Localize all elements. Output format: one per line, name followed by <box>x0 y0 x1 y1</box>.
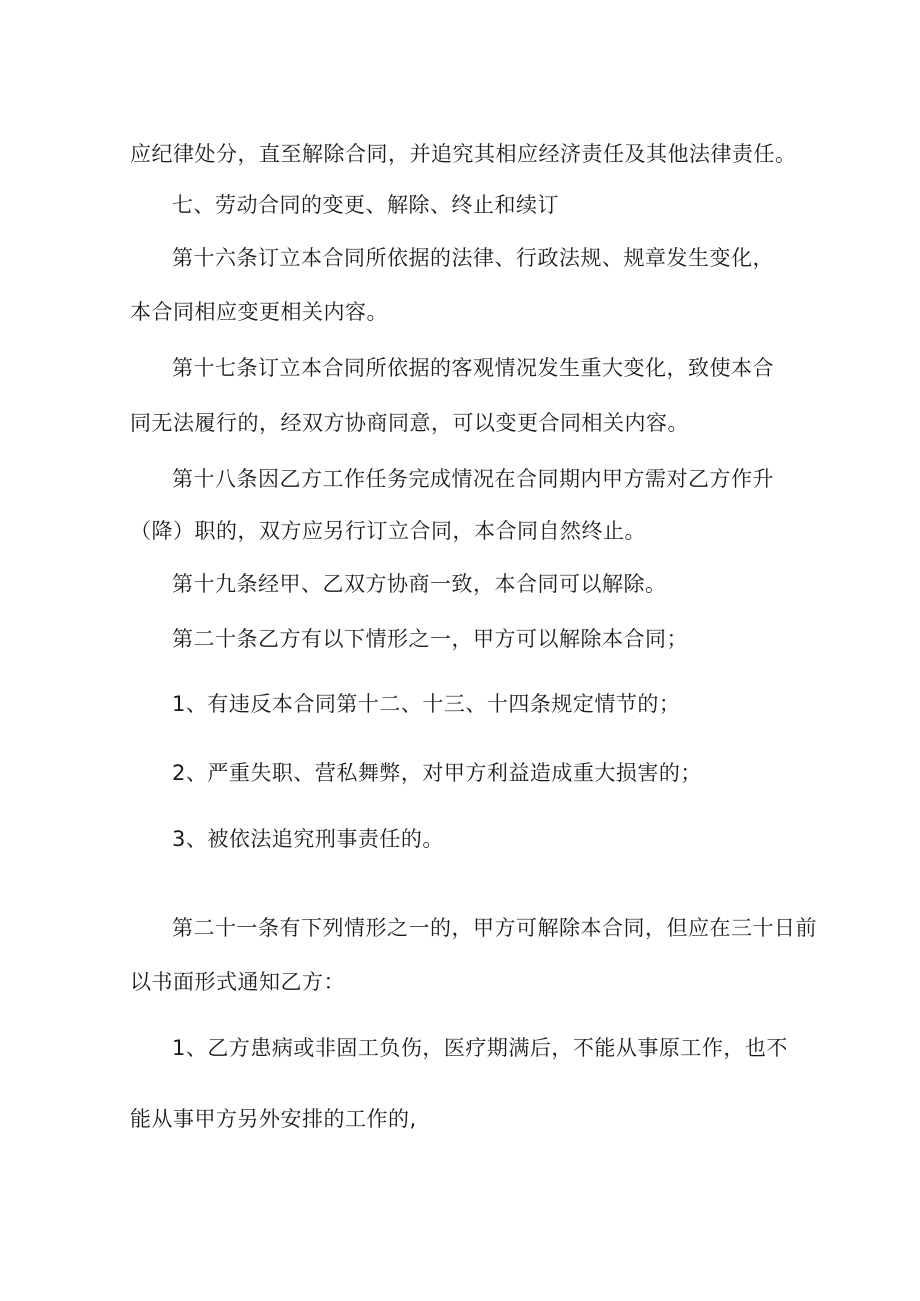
paragraph-line: 第十九条经甲、乙双方协商一致，本合同可以解除。 <box>172 572 667 596</box>
section-heading: 七、劳动合同的变更、解除、终止和续订 <box>172 193 559 217</box>
paragraph-line: 第二十一条有下列情形之一的，甲方可解除本合同，但应在三十日前 <box>172 916 817 940</box>
paragraph-line: 第二十条乙方有以下情形之一，甲方可以解除本合同； <box>172 627 688 651</box>
paragraph-line: 第十六条订立本合同所依据的法律、行政法规、规章发生变化， <box>172 246 774 270</box>
list-item: 3、被依法追究刑事责任的。 <box>172 827 444 851</box>
paragraph-line: （降）职的，双方应另行订立合同，本合同自然终止。 <box>130 519 646 543</box>
paragraph-line: 本合同相应变更相关内容。 <box>130 300 388 324</box>
list-item: 2、严重失职、营私舞弊，对甲方利益造成重大损害的； <box>172 761 702 785</box>
paragraph-line: 第十八条因乙方工作任务完成情况在合同期内甲方需对乙方作升 <box>172 467 774 491</box>
paragraph-line: 以书面形式通知乙方： <box>130 970 345 994</box>
list-item: 1、乙方患病或非固工负伤，医疗期满后，不能从事原工作，也不 <box>172 1036 788 1060</box>
paragraph-line: 能从事甲方另外安排的工作的, <box>130 1107 417 1131</box>
paragraph-line: 同无法履行的，经双方协商同意，可以变更合同相关内容。 <box>130 411 689 435</box>
paragraph-line: 应纪律处分，直至解除合同，并追究其相应经济责任及其他法律责任。 <box>130 142 797 166</box>
list-item: 1、有违反本合同第十二、十三、十四条规定情节的； <box>172 692 681 716</box>
paragraph-line: 第十七条订立本合同所依据的客观情况发生重大变化，致使本合 <box>172 356 774 380</box>
